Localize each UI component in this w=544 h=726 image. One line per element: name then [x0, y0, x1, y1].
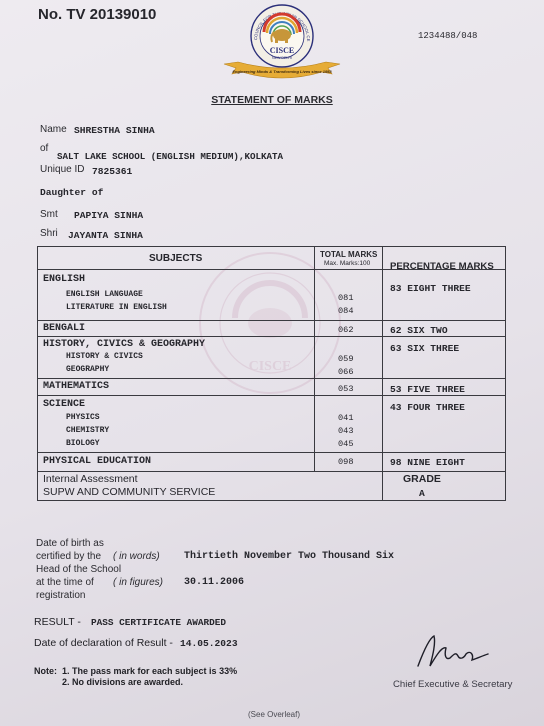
- component-name: HISTORY & CIVICS: [66, 352, 143, 361]
- signatory-title: Chief Executive & Secretary: [393, 679, 513, 690]
- grade-value: A: [419, 488, 425, 499]
- header-total-marks: TOTAL MARKS: [320, 250, 378, 259]
- logo-acronym: CISCE: [269, 46, 295, 55]
- subject-name: MATHEMATICS: [43, 381, 110, 392]
- dob-label-2: certified by the: [36, 551, 102, 562]
- subject-percentage: 62 SIX TWO: [390, 325, 448, 336]
- component-marks: 043: [338, 426, 354, 436]
- subject-percentage: 83 EIGHT THREE: [390, 283, 471, 294]
- logo-ribbon-text: Engineering Minds & Transforming Lives since 1958: [232, 69, 332, 74]
- subject-name: PHYSICAL EDUCATION: [43, 456, 152, 467]
- subject-marks: 053: [338, 384, 354, 394]
- reference-number: 1234488/048: [418, 31, 478, 41]
- header-max-marks: Max. Marks:100: [324, 260, 371, 267]
- grade-label: GRADE: [403, 473, 441, 485]
- relation-label: Daughter of: [40, 187, 104, 198]
- unique-id: 7825361: [92, 166, 133, 177]
- name-label: Name: [40, 124, 67, 135]
- dob-in-figures-label: ( in figures): [113, 577, 164, 588]
- subject-name: ENGLISH: [43, 274, 86, 285]
- document-title: STATEMENT OF MARKS: [211, 94, 333, 106]
- subject-name: HISTORY, CIVICS & GEOGRAPHY: [43, 339, 206, 350]
- signature: [412, 632, 492, 672]
- logo-city: NEW DELHI: [272, 56, 292, 60]
- internal-assessment-subject: SUPW AND COMMUNITY SERVICE: [43, 486, 216, 498]
- subject-percentage: 43 FOUR THREE: [390, 402, 465, 413]
- father-name: JAYANTA SINHA: [68, 230, 143, 241]
- subject-marks: 098: [338, 457, 354, 467]
- dob-in-figures: 30.11.2006: [184, 577, 245, 588]
- header-subjects: SUBJECTS: [149, 253, 203, 264]
- dob-label-4: at the time of: [36, 577, 94, 588]
- component-marks: 081: [338, 293, 354, 303]
- declaration-label: Date of declaration of Result -: [34, 637, 173, 649]
- result-label: RESULT -: [34, 616, 81, 628]
- component-marks: 041: [338, 413, 354, 423]
- component-marks: 045: [338, 439, 354, 449]
- logo-ring-text: COUNCIL FOR THE INDIAN SCHOOL CE: [252, 10, 312, 42]
- component-marks: 084: [338, 306, 354, 316]
- dob-in-words-label: ( in words): [113, 551, 160, 562]
- school-name: SALT LAKE SCHOOL (ENGLISH MEDIUM),KOLKATA: [57, 151, 284, 162]
- dob-in-words: Thirtieth November Two Thousand Six: [184, 551, 395, 562]
- declaration-date: 14.05.2023: [180, 638, 238, 649]
- school-label: of: [40, 143, 49, 154]
- dob-label-5: registration: [36, 590, 86, 601]
- component-name: LITERATURE IN ENGLISH: [66, 303, 167, 312]
- subject-name: BENGALI: [43, 323, 86, 334]
- note-item: 1. The pass mark for each subject is 33%: [62, 666, 238, 676]
- cisce-logo: [222, 2, 342, 88]
- certificate-number: No. TV 20139010: [38, 6, 157, 23]
- component-marks: 066: [338, 367, 354, 377]
- dob-label-3: Head of the School: [36, 564, 122, 575]
- header-percentage: PERCENTAGE MARKS: [390, 261, 494, 272]
- component-name: BIOLOGY: [66, 439, 100, 448]
- component-marks: 059: [338, 354, 354, 364]
- component-name: ENGLISH LANGUAGE: [66, 290, 143, 299]
- marks-table: [37, 246, 506, 501]
- component-name: GEOGRAPHY: [66, 365, 110, 374]
- father-label: Shri: [40, 228, 58, 239]
- result-value: PASS CERTIFICATE AWARDED: [91, 617, 227, 628]
- uid-label: Unique ID: [40, 164, 85, 175]
- subject-percentage: 98 NINE EIGHT: [390, 457, 465, 468]
- mother-name: PAPIYA SINHA: [74, 210, 144, 221]
- student-name: SHRESTHA SINHA: [74, 125, 155, 136]
- subject-marks: 062: [338, 325, 354, 335]
- subject-percentage: 53 FIVE THREE: [390, 384, 465, 395]
- mother-label: Smt: [40, 209, 58, 220]
- internal-assessment-label: Internal Assessment: [43, 473, 138, 485]
- component-name: CHEMISTRY: [66, 426, 110, 435]
- note-item: 2. No divisions are awarded.: [62, 677, 184, 687]
- dob-label-1: Date of birth as: [36, 538, 104, 549]
- subject-name: SCIENCE: [43, 399, 86, 410]
- subject-percentage: 63 SIX THREE: [390, 343, 460, 354]
- svg-text:CISCE: CISCE: [248, 359, 292, 374]
- footer-see-overleaf: (See Overleaf): [248, 710, 301, 719]
- note-label: Note:: [34, 666, 57, 676]
- component-name: PHYSICS: [66, 413, 100, 422]
